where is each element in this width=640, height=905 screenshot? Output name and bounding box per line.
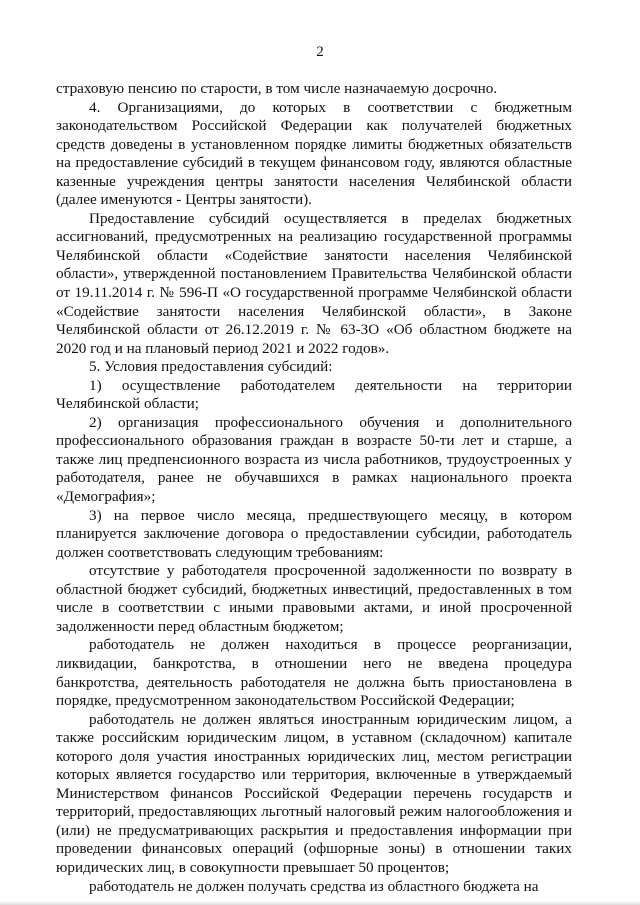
paragraph-condition-2: 2) организация профессионального обучения и дополнительного профессионального образования граждан в возрасте 50-ти лет и старше, а также лиц предпенсионного возраста из числа работников, трудоустроенных у работодателя, ранее не обучавшихся в рамках национального проекта «Демография»; bbox=[56, 413, 572, 506]
paragraph-pension-continuation: страховую пенсию по старости, в том числе назначаемую досрочно. bbox=[56, 80, 498, 97]
paragraph-item-4-organizations: 4. Организациями, до которых в соответствии с бюджетным законодательством Российской Федерации как получателей бюджетных средств доведены в установленном порядке лимиты бюджетных обязательств на предоставление субсидий в текущем финансовом году, являются областные казенные учреждения центры занятости населения Челябинской области (далее именуются - Центры занятости). bbox=[56, 98, 572, 209]
paragraph-subsidy-funding: Предоставление субсидий осуществляется в пределах бюджетных ассигнований, предусмотренных на реализацию государственной программы Челябинской области «Содействие занятости населения Челябинской области», утвержденной постановлением Правительства Челябинской области от 19.11.2014 г. № 596-П «О государственной программе Челябинской области «Содействие занятости населения Челябинской области», в Законе Челябинской области от 26.12.2019 г. № 63-ЗО «Об областном бюджете на 2020 год и на плановый период 2021 и 2022 годов». bbox=[56, 209, 572, 357]
paragraph-requirement-no-budget-funds: работодатель не должен получать средства из областного бюджета на bbox=[89, 877, 539, 895]
paragraph-requirement-no-debt: отсутствие у работодателя просроченной задолженности по возврату в областной бюджет субсидий, бюджетных инвестиций, предоставленных в том числе в соответствии с иными правовыми актами, и иной просроченной задолженности перед областным бюджетом; bbox=[56, 562, 572, 635]
document-body bbox=[56, 80, 572, 896]
paragraph-requirement-no-reorganization: работодатель не должен находиться в процессе реорганизации, ликвидации, банкротства, в отношении него не введена процедура банкротства, деятельность работодателя не должна быть приостановлена в порядке, предусмотренном законодательством Российской Федерации; bbox=[56, 636, 572, 710]
paragraph-condition-3: 3) на первое число месяца, предшествующего месяцу, в котором планируется заключение договора о предоставлении субсидии, работодатель должен соответствовать следующим требованиям: bbox=[56, 506, 572, 561]
paragraph-item-5-heading: 5. Условия предоставления субсидий: bbox=[89, 358, 333, 376]
scan-edge-shadow bbox=[0, 901, 640, 905]
page-number: 2 bbox=[316, 44, 324, 60]
paragraph-requirement-not-foreign: работодатель не должен являться иностранным юридическим лицом, а также российским юридическим лицом, в уставном (складочном) капитале которого доля участия иностранных юридических лиц, местом регистрации которых является государство или территория, включенные в утверждаемый Министерством финансов Российской Федерации перечень государств и территорий, предоставляющих льготный налоговый режим налогообложения и (или) не предусматривающих раскрытия и предоставления информации при проведении финансовых операций (офшорные зоны) в отношении таких юридических лиц, в совокупности превышает 50 процентов; bbox=[56, 710, 572, 876]
paragraph-condition-1: 1) осуществление работодателем деятельности на территории Челябинской области; bbox=[56, 376, 572, 413]
